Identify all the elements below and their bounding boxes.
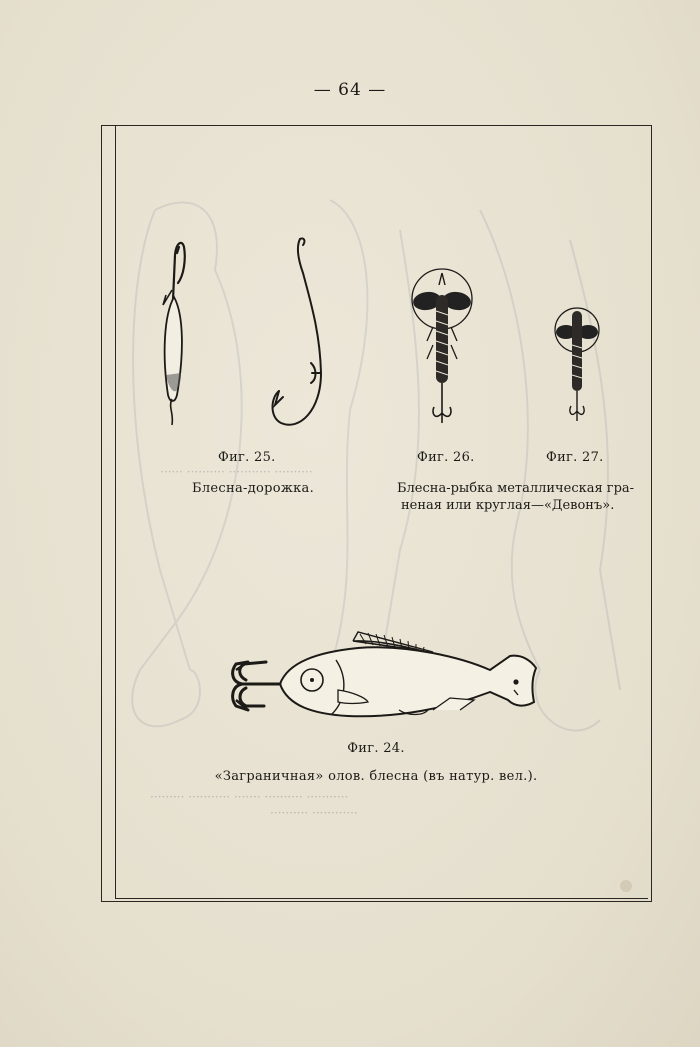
fig26-27-description-line2: неная или круглая—«Девонъ». bbox=[401, 498, 615, 513]
fig24-description: «Заграничная» олов. блесна (въ натур. вел.). bbox=[214, 769, 538, 784]
bleed-through-text: ·········· ··········· ·········· ······ bbox=[160, 465, 313, 479]
fig26-27-description-line1: Блесна-рыбка металлическая гра- bbox=[397, 481, 635, 496]
bleed-through-text: ············ ·········· bbox=[270, 806, 358, 820]
fig27-devon-drawing bbox=[550, 305, 605, 430]
fig25-label: Фиг. 25. bbox=[218, 450, 276, 465]
page-number: — 64 — bbox=[313, 80, 387, 100]
fig24-fish-spoon-drawing bbox=[228, 628, 540, 723]
bleed-through-text: ··········· ·········· ······· ··········· ········· bbox=[150, 790, 349, 804]
fig27-label: Фиг. 27. bbox=[546, 450, 604, 465]
fig24-label: Фиг. 24. bbox=[347, 741, 405, 756]
paper-stain bbox=[620, 880, 632, 892]
fig26-devon-drawing bbox=[405, 265, 480, 430]
fig25-spoon-drawing bbox=[150, 235, 200, 435]
fig26-label: Фиг. 26. bbox=[417, 450, 475, 465]
fig25-hook-drawing bbox=[265, 233, 335, 433]
fig25-description: Блесна-дорожка. bbox=[192, 481, 315, 496]
fig26-27-description bbox=[397, 480, 634, 514]
